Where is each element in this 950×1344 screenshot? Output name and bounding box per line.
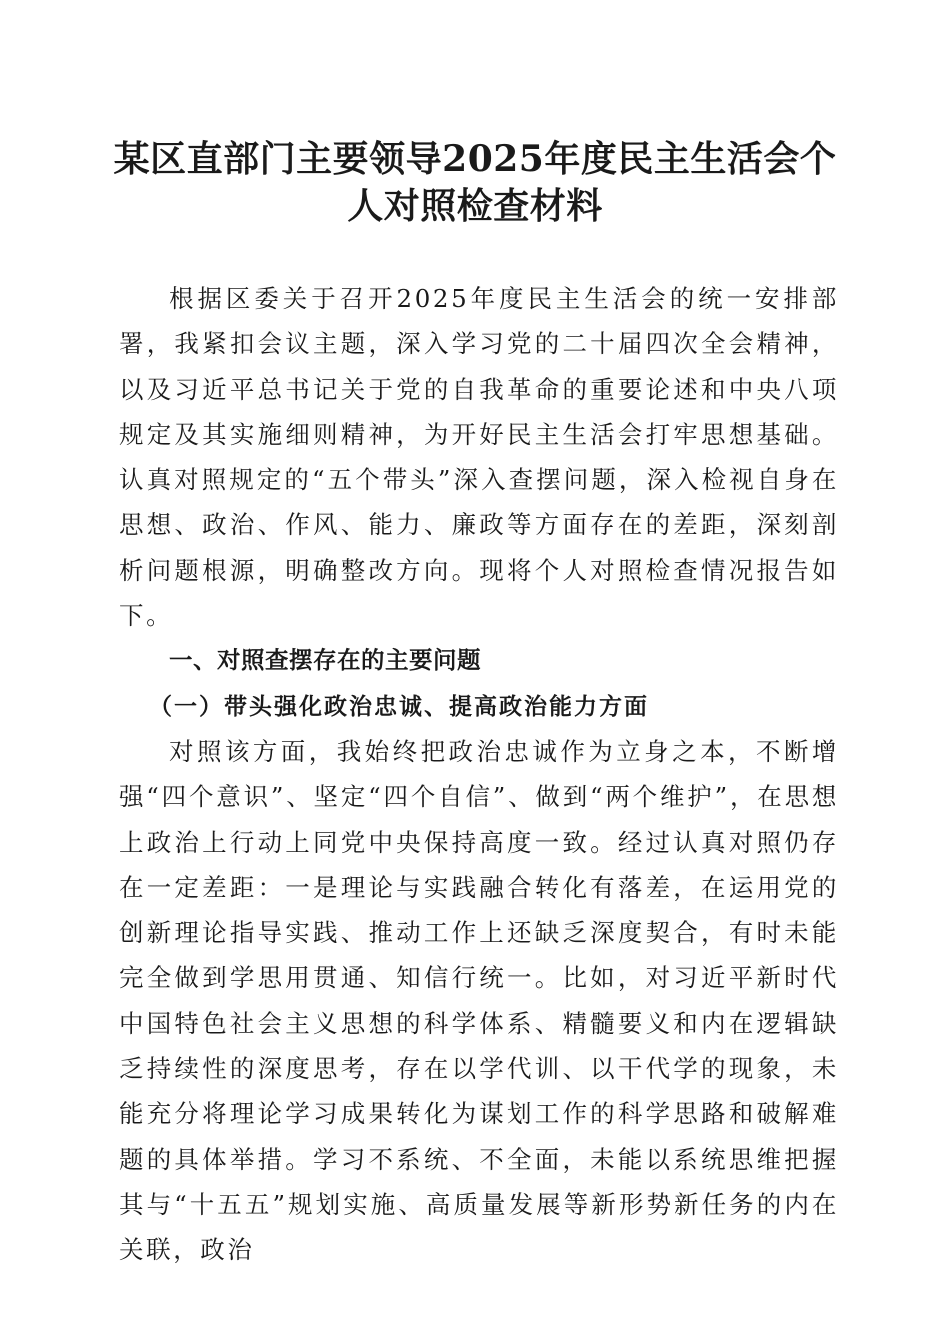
document-body: [119, 276, 839, 1273]
subsection-heading-1: （一）带头强化政治忠诚、提高政治能力方面: [149, 692, 649, 720]
section-heading-1: 一、对照查摆存在的主要问题: [169, 646, 481, 675]
subsection-paragraph-1: 对照该方面，我始终把政治忠诚作为立身之本，不断增强“四个意识”、坚定“四个自信”、做到“两个维护”，在思想上政治上行动上同党中央保持高度一致。经过认真对照仍存在一定差距：一是理论与实践融合转化有落差，在运用党的创新理论指导实践、推动工作上还缺乏深度契合，有时未能完全做到学思用贯通、知信行统一。比如，对习近平新时代中国特色社会主义思想的科学体系、精髓要义和内在逻辑缺乏持续性的深度思考，存在以学代训、以干代学的现象，未能充分将理论学习成果转化为谋划工作的科学思路和破解难题的具体举措。学习不系统、不全面，未能以系统思维把握其与“十五五”规划实施、高质量发展等新形势新任务的内在关联，政治: [119, 736, 839, 1265]
document-title: [95, 136, 855, 230]
title-line-1: 某区直部门主要领导2025年度民主生活会个: [113, 138, 837, 180]
intro-paragraph: 根据区委关于召开2025年度民主生活会的统一安排部署，我紧扣会议主题，深入学习党的二十届四次全会精神，以及习近平总书记关于党的自我革命的重要论述和中央八项规定及其实施细则精神，为开好民主生活会打牢思想基础。认真对照规定的“五个带头”深入查摆问题，深入检视自身在思想、政治、作风、能力、廉政等方面存在的差距，深刻剖析问题根源，明确整改方向。现将个人对照检查情况报告如下。: [119, 284, 839, 631]
title-line-2: 人对照检查材料: [347, 185, 603, 227]
